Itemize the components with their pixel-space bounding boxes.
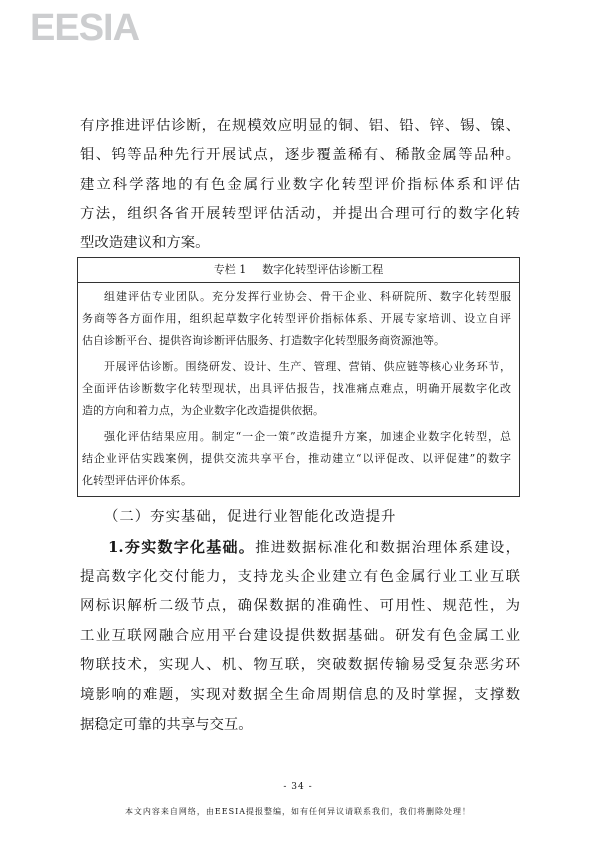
- text-line: 开展评估诊断。围绕研发、设计、生产、管理、营销、供应链等核心业务环节，: [104, 360, 511, 373]
- intro-paragraph: [80, 112, 520, 258]
- text-line: 型改造建议和方案。: [80, 235, 210, 252]
- column-paragraph: [82, 356, 511, 422]
- text-line: 造的方向和着力点，为企业数字化改造提供依据。: [82, 404, 324, 417]
- item-lead-rest: 推进数据标准化和数据治理体系建设，: [255, 540, 520, 556]
- eesia-logo: EESIA: [30, 7, 140, 49]
- text-line: 工业互联网融合应用平台建设提供数据基础。研发有色金属工业: [80, 627, 520, 644]
- text-line: 组建评估专业团队。充分发挥行业协会、骨干企业、科研院所、数字化转型服: [104, 290, 511, 303]
- text-line: 提高数字化交付能力，支持龙头企业建立有色金属行业工业互联: [80, 568, 520, 585]
- text-line: 有序推进评估诊断，在规模效应明显的铜、铝、铅、锌、锡、镍、: [80, 118, 520, 134]
- text-line: 钼、钨等品种先行开展试点，逐步覆盖稀有、稀散金属等品种。: [80, 147, 520, 164]
- item-paragraph: [80, 533, 520, 740]
- text-line: 物联技术，实现人、机、物互联，突破数据传输易受复杂恶劣环: [80, 657, 520, 674]
- text-line: 强化评估结果应用。制定“一企一策”改造提升方案，加速企业数字化转型，总: [104, 430, 511, 443]
- text-line: 境影响的难题，实现对数据全生命周期信息的及时掌握，支撑数: [80, 686, 520, 703]
- text-line: 全面评估诊断数字化转型现状，出具评估报告，找准痛点难点，明确开展数字化改: [82, 382, 511, 395]
- column-box-body: [78, 283, 519, 492]
- text-line: 结企业评估实践案例，提供交流共享平台，推动建立“以评促改、以评促建”的数字: [82, 452, 511, 465]
- column-box-heading: 数字化转型评估诊断工程: [262, 263, 384, 276]
- page-number: - 34 -: [283, 782, 313, 792]
- text-line: 方法，组织各省开展转型评估活动，并提出合理可行的数字化转: [80, 205, 520, 222]
- text-line: 据稳定可靠的共享与交互。: [80, 716, 253, 733]
- column-paragraph: [82, 286, 511, 352]
- column-box-label: 专栏 1: [213, 263, 247, 276]
- text-line: 估自诊断平台、提供咨询诊断评估服务、打造数字化转型服务商资源池等。: [82, 334, 445, 347]
- footer-note: 本文内容来自网络，由EESIA提报整编，如有任何异议请联系我们，我们将删除处理！: [124, 807, 472, 816]
- text-line: 网标识解析二级节点，确保数据的准确性、可用性、规范性，为: [80, 598, 520, 615]
- section-heading: （二）夯实基础，促进行业智能化改造提升: [104, 509, 397, 525]
- column-box: [77, 257, 520, 497]
- text-line: 建立科学落地的有色金属行业数字化转型评价指标体系和评估: [80, 176, 520, 193]
- column-box-title: [78, 258, 519, 283]
- text-line: 务商等各方面作用，组织起草数字化转型评价指标体系、开展专家培训、设立自评: [82, 312, 511, 325]
- column-paragraph: [82, 426, 511, 492]
- item-lead: 1.夯实数字化基础。: [108, 538, 256, 556]
- text-line: [80, 533, 520, 563]
- text-line: 化转型评估评价体系。: [82, 474, 192, 487]
